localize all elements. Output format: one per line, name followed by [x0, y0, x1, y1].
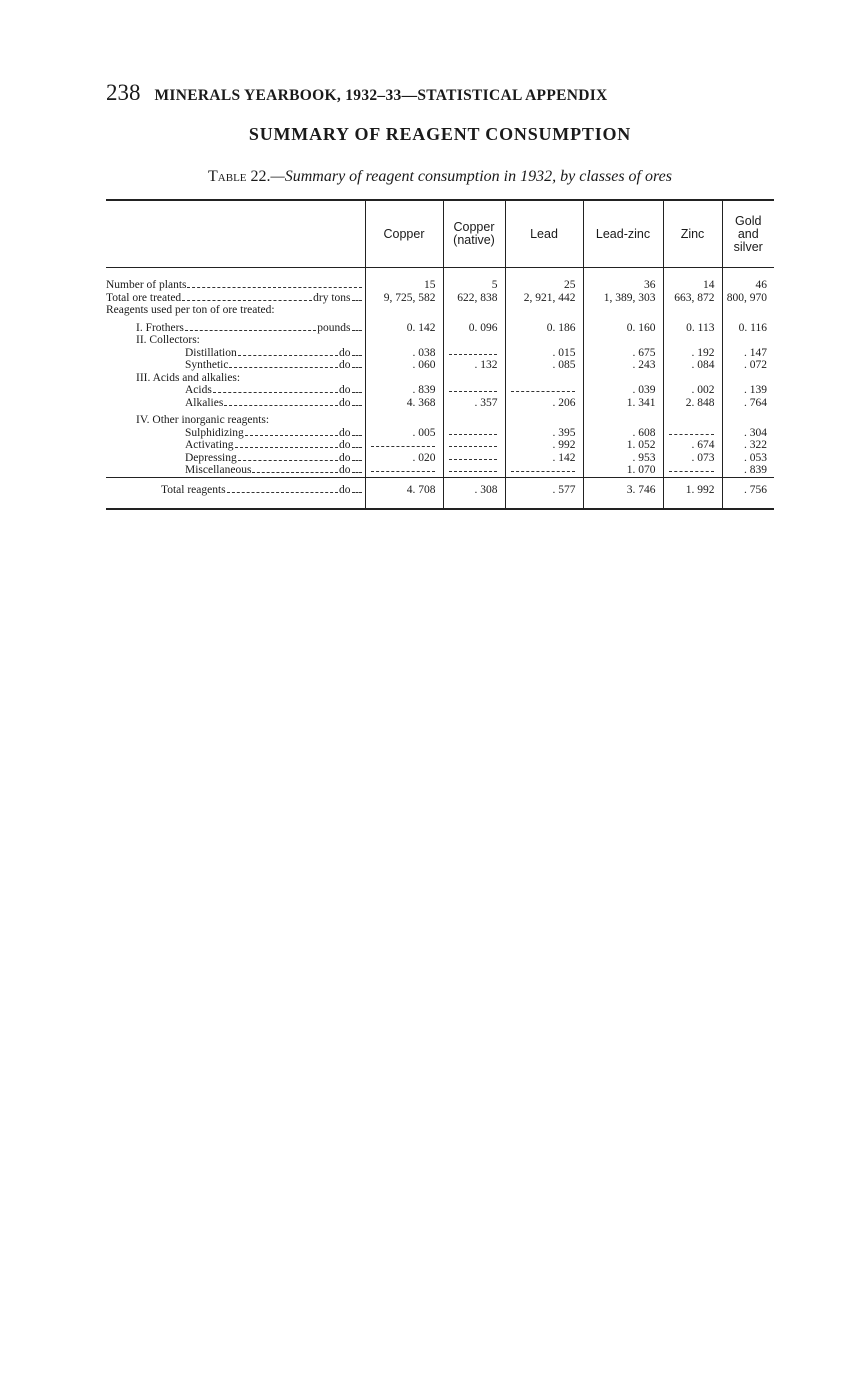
row-unit: do	[339, 426, 351, 439]
value-cell: . 308	[443, 477, 505, 509]
row-label: Acids	[185, 384, 212, 396]
stub-header	[106, 200, 365, 268]
value-cell	[505, 384, 583, 397]
row-unit: dry tons	[313, 291, 351, 304]
row-unit: do	[339, 346, 351, 359]
value-cell: . 992	[505, 439, 583, 452]
value-cell: 4. 708	[365, 477, 443, 509]
value-cell: 14	[663, 279, 722, 292]
column-header: Lead-zinc	[583, 200, 663, 268]
row-label-wrap	[185, 384, 363, 397]
value-cell: . 147	[722, 347, 774, 360]
table-row	[106, 372, 774, 385]
table-row	[106, 304, 774, 317]
value-cell	[365, 464, 443, 477]
value-cell	[663, 464, 722, 477]
row-label-wrap	[185, 397, 363, 410]
value-cell: 800, 970	[722, 292, 774, 305]
dot-leader	[252, 472, 338, 473]
value-cell	[443, 439, 505, 452]
value-cell	[443, 427, 505, 440]
row-label-cell	[106, 292, 365, 305]
value-cell	[365, 414, 443, 427]
dot-leader	[238, 355, 338, 356]
empty-value-dashes	[449, 385, 497, 392]
value-cell: . 084	[663, 359, 722, 372]
table-body	[106, 268, 774, 510]
value-cell: 622, 838	[443, 292, 505, 305]
value-cell	[505, 304, 583, 317]
dot-leader	[352, 367, 362, 368]
value-cell: . 038	[365, 347, 443, 360]
value-cell: . 304	[722, 427, 774, 440]
row-label: III. Acids and alkalies:	[136, 371, 241, 384]
dot-leader	[352, 392, 362, 393]
value-cell	[443, 452, 505, 465]
dot-leader	[352, 447, 362, 448]
row-label: Number of plants	[106, 279, 187, 291]
value-cell: . 060	[365, 359, 443, 372]
value-cell: . 053	[722, 452, 774, 465]
table-row	[106, 439, 774, 452]
empty-value-dashes	[449, 440, 497, 447]
dot-leader	[352, 355, 362, 356]
value-cell: . 139	[722, 384, 774, 397]
value-cell: 0. 142	[365, 322, 443, 335]
value-cell: . 839	[365, 384, 443, 397]
row-label-wrap	[185, 347, 363, 360]
reagent-consumption-table	[106, 199, 774, 510]
value-cell	[663, 334, 722, 347]
value-cell: 2. 848	[663, 397, 722, 410]
table-row	[106, 427, 774, 440]
value-cell: 4. 368	[365, 397, 443, 410]
dot-leader	[187, 287, 361, 288]
value-cell: . 756	[722, 477, 774, 509]
dot-leader	[352, 330, 362, 331]
value-cell	[365, 334, 443, 347]
value-cell: 1. 052	[583, 439, 663, 452]
row-label-cell	[106, 397, 365, 410]
dot-leader	[352, 300, 362, 301]
spacer-cell	[443, 268, 505, 280]
table-caption-label: Table 22.	[208, 168, 271, 185]
table-caption	[106, 168, 774, 186]
column-header: Gold and silver	[722, 200, 774, 268]
value-cell	[443, 304, 505, 317]
dot-leader	[213, 392, 338, 393]
table-row	[106, 384, 774, 397]
row-label-wrap	[185, 464, 363, 477]
table-row	[106, 464, 774, 477]
row-label: IV. Other inorganic reagents:	[136, 414, 270, 426]
value-cell: . 206	[505, 397, 583, 410]
empty-value-dashes	[669, 465, 714, 472]
row-label-wrap	[185, 452, 363, 465]
row-label: Distillation	[185, 346, 237, 359]
row-label-cell	[106, 372, 365, 385]
table-row	[106, 359, 774, 372]
value-cell: 1. 992	[663, 477, 722, 509]
dot-leader	[238, 460, 338, 461]
value-cell: . 015	[505, 347, 583, 360]
dot-leader	[352, 472, 362, 473]
value-cell: . 142	[505, 452, 583, 465]
value-cell: . 005	[365, 427, 443, 440]
row-label: Synthetic	[185, 359, 229, 371]
value-cell: . 002	[663, 384, 722, 397]
value-cell: . 073	[663, 452, 722, 465]
row-unit: do	[339, 464, 351, 476]
dot-leader	[352, 405, 362, 406]
dot-leader	[229, 367, 338, 368]
row-label-wrap	[106, 292, 363, 305]
value-cell: 46	[722, 279, 774, 292]
value-cell	[365, 304, 443, 317]
empty-value-dashes	[449, 453, 497, 460]
empty-value-dashes	[371, 465, 435, 472]
row-label: Total reagents	[161, 483, 226, 496]
table-header	[106, 200, 774, 268]
value-cell: . 085	[505, 359, 583, 372]
row-label: Activating	[185, 439, 234, 451]
row-label: Reagents used per ton of ore treated:	[106, 304, 275, 316]
value-cell: 0. 186	[505, 322, 583, 335]
empty-value-dashes	[511, 465, 575, 472]
value-cell: . 020	[365, 452, 443, 465]
value-cell: . 357	[443, 397, 505, 410]
value-cell	[583, 414, 663, 427]
row-unit: do	[339, 439, 351, 451]
value-cell: . 577	[505, 477, 583, 509]
section-title: SUMMARY OF REAGENT CONSUMPTION	[248, 124, 632, 144]
value-cell	[722, 334, 774, 347]
spacer-cell	[583, 268, 663, 280]
value-cell	[722, 372, 774, 385]
value-cell: . 675	[583, 347, 663, 360]
row-label-cell	[106, 279, 365, 292]
dot-leader	[352, 435, 362, 436]
empty-value-dashes	[449, 348, 497, 355]
row-label-wrap	[185, 427, 363, 440]
value-cell: 2, 921, 442	[505, 292, 583, 305]
value-cell: 663, 872	[663, 292, 722, 305]
value-cell	[443, 414, 505, 427]
total-row	[106, 477, 774, 509]
row-unit: do	[339, 451, 351, 464]
empty-value-dashes	[449, 465, 497, 472]
column-header: Copper (native)	[443, 200, 505, 268]
column-header: Copper	[365, 200, 443, 268]
empty-value-dashes	[669, 428, 714, 435]
row-label-cell	[106, 304, 365, 317]
row-label-cell	[106, 347, 365, 360]
running-title: MINERALS YEARBOOK, 1932–33—STATISTICAL APPENDIX	[154, 87, 608, 104]
row-unit: pounds	[317, 321, 351, 334]
row-label-wrap	[161, 484, 363, 497]
value-cell: 36	[583, 279, 663, 292]
empty-value-dashes	[511, 385, 575, 392]
value-cell	[505, 372, 583, 385]
value-cell	[443, 384, 505, 397]
value-cell	[443, 464, 505, 477]
dot-leader	[227, 492, 338, 493]
value-cell	[505, 414, 583, 427]
row-label-cell	[106, 414, 365, 427]
value-cell: . 395	[505, 427, 583, 440]
value-cell: 0. 116	[722, 322, 774, 335]
header-row	[106, 200, 774, 268]
row-label-cell	[106, 322, 365, 335]
value-cell: . 039	[583, 384, 663, 397]
column-header: Zinc	[663, 200, 722, 268]
value-cell: 3. 746	[583, 477, 663, 509]
value-cell: 9, 725, 582	[365, 292, 443, 305]
page-number: 238	[106, 80, 141, 105]
row-unit: do	[339, 483, 351, 496]
value-cell	[663, 372, 722, 385]
value-cell	[663, 414, 722, 427]
row-label-cell	[106, 452, 365, 465]
value-cell: . 674	[663, 439, 722, 452]
value-cell	[505, 334, 583, 347]
dot-leader	[352, 492, 362, 493]
row-label: Alkalies	[185, 396, 224, 409]
row-unit: do	[339, 359, 351, 371]
value-cell: . 764	[722, 397, 774, 410]
value-cell	[722, 304, 774, 317]
value-cell	[365, 372, 443, 385]
value-cell	[505, 464, 583, 477]
table-row	[106, 322, 774, 335]
value-cell	[722, 414, 774, 427]
spacer-row	[106, 268, 774, 280]
empty-value-dashes	[371, 440, 435, 447]
column-header: Lead	[505, 200, 583, 268]
value-cell: 15	[365, 279, 443, 292]
row-label: Depressing	[185, 451, 237, 464]
value-cell	[583, 372, 663, 385]
value-cell: . 072	[722, 359, 774, 372]
spacer-cell	[505, 268, 583, 280]
row-unit: do	[339, 396, 351, 409]
table-row	[106, 397, 774, 410]
value-cell: 1, 389, 303	[583, 292, 663, 305]
value-cell: . 132	[443, 359, 505, 372]
table-row	[106, 279, 774, 292]
spacer-cell	[365, 268, 443, 280]
row-label-wrap	[185, 439, 363, 452]
dot-leader	[182, 300, 312, 301]
row-label: I. Frothers	[136, 321, 184, 334]
value-cell	[663, 427, 722, 440]
table-row	[106, 347, 774, 360]
table-caption-text: —Summary of reagent consumption in 1932, by classes of ores	[270, 168, 672, 185]
row-label-cell	[106, 464, 365, 477]
row-label-cell	[106, 359, 365, 372]
dot-leader	[235, 447, 338, 448]
value-cell: . 192	[663, 347, 722, 360]
row-label: Miscellaneous	[185, 464, 252, 476]
row-label-wrap	[185, 359, 363, 372]
table-row	[106, 292, 774, 305]
value-cell: . 953	[583, 452, 663, 465]
value-cell: . 839	[722, 464, 774, 477]
page-header	[106, 80, 726, 106]
value-cell	[443, 347, 505, 360]
row-unit: do	[339, 384, 351, 396]
value-cell: . 608	[583, 427, 663, 440]
value-cell	[443, 372, 505, 385]
table-row	[106, 452, 774, 465]
value-cell: 0. 160	[583, 322, 663, 335]
table-row	[106, 334, 774, 347]
row-label-cell	[106, 427, 365, 440]
value-cell: . 243	[583, 359, 663, 372]
spacer-cell	[722, 268, 774, 280]
value-cell: 1. 070	[583, 464, 663, 477]
row-label-cell	[106, 334, 365, 347]
dot-leader	[185, 330, 316, 331]
value-cell: 25	[505, 279, 583, 292]
row-label-wrap	[106, 279, 363, 292]
value-cell: 5	[443, 279, 505, 292]
row-label-cell	[106, 477, 365, 509]
row-label: Total ore treated	[106, 291, 182, 304]
spacer-cell	[663, 268, 722, 280]
row-label-cell	[106, 384, 365, 397]
row-label: Sulphidizing	[185, 426, 244, 439]
value-cell: 1. 341	[583, 397, 663, 410]
spacer-cell	[106, 268, 365, 280]
dot-leader	[352, 460, 362, 461]
value-cell	[583, 334, 663, 347]
value-cell	[365, 439, 443, 452]
value-cell	[443, 334, 505, 347]
empty-value-dashes	[449, 428, 497, 435]
table-row	[106, 414, 774, 427]
row-label-wrap	[136, 322, 363, 335]
dot-leader	[245, 435, 338, 436]
value-cell: . 322	[722, 439, 774, 452]
row-label: II. Collectors:	[136, 334, 200, 346]
value-cell	[663, 304, 722, 317]
row-label-cell	[106, 439, 365, 452]
value-cell: 0. 113	[663, 322, 722, 335]
value-cell: 0. 096	[443, 322, 505, 335]
dot-leader	[224, 405, 338, 406]
value-cell	[583, 304, 663, 317]
